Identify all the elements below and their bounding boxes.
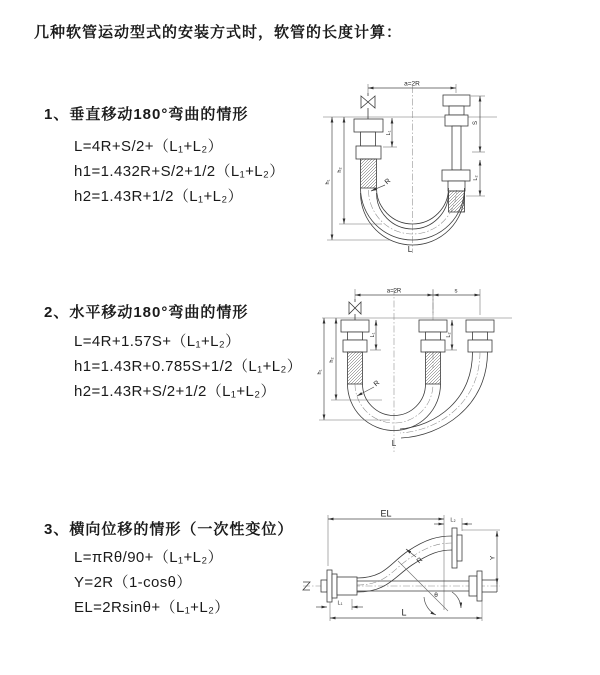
radius-label: R xyxy=(383,177,393,187)
dim-s-label: S xyxy=(473,120,479,126)
dim-a2r-label: a=2R xyxy=(404,80,420,88)
section-2-formula-h1: h1=1.43R+0.785S+1/2（L₁+L₂） xyxy=(74,358,303,375)
angle-construction xyxy=(398,561,461,615)
section-3-formula-Y: Y=2R（1-cosθ） xyxy=(74,574,192,591)
valve-icon xyxy=(349,299,361,320)
fitting-left xyxy=(341,320,369,384)
page-title: 几种软管运动型式的安装方式时，软管的长度计算： xyxy=(34,24,403,41)
dim-h1-label: h₁ xyxy=(325,179,331,185)
upper-flange xyxy=(452,528,462,568)
length-label: L xyxy=(391,439,397,448)
fitting-middle xyxy=(419,320,447,384)
left-flange xyxy=(321,570,357,602)
section-2-formula-h2: h2=1.43R+S/2+1/2（L₁+L₂） xyxy=(74,383,276,400)
angle-label: θ xyxy=(434,592,438,599)
section-1-formula-L: L=4R+S/2+（L₁+L₂） xyxy=(74,138,224,155)
dim-el-label: EL xyxy=(380,508,392,519)
dim-y-label: Y xyxy=(489,555,497,561)
section-1-formula-h2: h2=1.43R+1/2（L₁+L₂） xyxy=(74,188,244,205)
diagram-lateral-displacement xyxy=(295,503,600,655)
dim-s xyxy=(471,96,485,152)
dim-l1-label: L₁ xyxy=(337,600,343,607)
dim-l2-label: L₂ xyxy=(450,517,456,524)
section-3-heading: 3、横向位移的情形（一次性变位） xyxy=(44,521,294,538)
dim-l1 xyxy=(370,320,381,350)
dim-h2-label: h₂ xyxy=(329,357,335,363)
braided-hose-left xyxy=(348,352,363,384)
valve-icon xyxy=(361,93,375,119)
dim-h2-label: h₂ xyxy=(337,167,343,173)
section-3-formula-EL: EL=2Rsinθ+（L₁+L₂） xyxy=(74,599,230,616)
dim-l1-label: L₁ xyxy=(370,332,376,338)
dim-l1-label: L₁ xyxy=(386,130,392,136)
dim-l xyxy=(330,601,482,621)
dim-l2 xyxy=(446,320,457,350)
dim-s-label: s xyxy=(454,288,458,295)
diagram-horizontal-180-bend xyxy=(305,278,600,463)
length-label: L xyxy=(407,245,413,254)
dim-s xyxy=(433,289,480,316)
section-3-formula-L: L=πRθ/90+（L₁+L₂） xyxy=(74,549,223,566)
braided-hose-middle xyxy=(426,352,441,384)
dim-h1-label: h₁ xyxy=(317,369,323,375)
fitting-right xyxy=(466,320,494,352)
dim-l1 xyxy=(316,599,363,610)
section-1-formula-h1: h1=1.432R+S/2+1/2（L₁+L₂） xyxy=(74,163,285,180)
hose-s-curve xyxy=(357,536,452,592)
section-2-formula-L: L=4R+1.57S+（L₁+L₂） xyxy=(74,333,241,350)
hose-bend xyxy=(348,352,488,438)
fitting-right xyxy=(442,95,470,212)
dim-l2-label: L₂ xyxy=(446,332,452,338)
radius-label: R xyxy=(372,379,382,389)
dim-l1 xyxy=(383,118,397,147)
section-1-heading: 1、垂直移动180°弯曲的情形 xyxy=(44,106,249,123)
dim-l2-label: L₂ xyxy=(473,175,479,181)
diagram-vertical-180-bend xyxy=(305,70,585,260)
dim-a2r xyxy=(368,81,456,94)
fitting-left xyxy=(354,119,383,188)
radius-label: R xyxy=(415,556,425,566)
dim-h1 xyxy=(325,117,393,240)
dim-a2r-label: a=2R xyxy=(386,288,402,295)
braided-hose-left xyxy=(361,159,377,188)
length-label: L xyxy=(401,607,407,618)
section-2-heading: 2、水平移动180°弯曲的情形 xyxy=(44,304,249,321)
